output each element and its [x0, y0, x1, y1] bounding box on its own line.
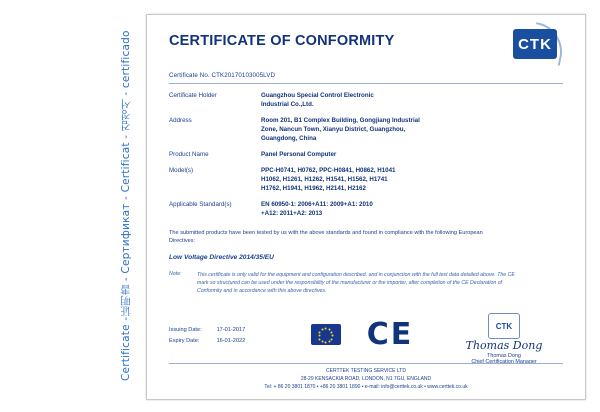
note-label: Note:	[169, 270, 182, 277]
signatory-role: Chief Certification Manager	[471, 359, 537, 365]
issuing-date-value: 17-01-2017	[216, 327, 246, 333]
field-value: EN 60950-1: 2006+A11: 2009+A1: 2010 +A12: 2011+A2: 2013	[261, 200, 373, 217]
ctk-logo-icon	[511, 27, 563, 67]
field-value: PPC-H0741, H0762, PPC-H0841, H0862, H1041 H1062, H1261, H1262, H1541, H1562, H1741 H1762, H1941, H1962, H2141, H2162	[261, 166, 396, 192]
footer-address: 28-29 KENSACKIA ROAD, LONDON, N1 7GU, ENGLAND	[300, 376, 432, 382]
field-value: Panel Personal Computer	[261, 150, 337, 158]
eu-flag-icon	[311, 324, 341, 345]
field-label: Address	[169, 116, 192, 124]
note-body: This certificate is only valid for the equipment and configuration described, and in conjunction with the full test data detailed above. The CE mark so structured can be used under the responsibility of the manufacturer or the importer, after completion of the CE Declaration of Conformity and in accordance with this above directives.	[197, 271, 515, 294]
conformity-statement: The submitted products have been tested by us with the above standards and found in compliance with the following European Directives:	[169, 229, 483, 245]
footer-contact: Tel: + 86 20 3801 1870 • +86 20 3801 1890 • e-mail: info@certtek.co.uk • www.certtek.co.uk	[264, 384, 468, 390]
issuing-date-row	[169, 325, 279, 336]
header-divider	[169, 83, 563, 84]
field-address	[169, 117, 563, 144]
logo-badge-text: CTK	[513, 29, 557, 59]
ce-mark-block	[279, 311, 445, 352]
expiry-date-label: Expiry Date:	[169, 337, 200, 344]
signature-block	[445, 311, 563, 365]
ce-mark-text: CE	[366, 317, 414, 352]
footer-company: CERTTEK TESTING SERVICE LTD	[326, 368, 406, 374]
multilingual-side-strip: Certificate -证明書 - Сертификат - Certificat - 검정서 - certificado	[120, 30, 132, 382]
certificate-header	[169, 27, 563, 67]
field-certificate-holder	[169, 92, 563, 110]
eu-stars-icon	[318, 327, 333, 342]
field-applicable-standards	[169, 201, 563, 219]
issuing-date-label: Issuing Date:	[169, 327, 202, 333]
directive-text: Low Voltage Directive 2014/35/EU	[169, 253, 274, 261]
certificate-footer	[169, 363, 563, 391]
field-value: Guangzhou Special Control Electronic Industrial Co.,Ltd.	[261, 92, 374, 108]
field-product-name	[169, 151, 563, 160]
ctk-stamp-icon: CTK	[488, 313, 520, 339]
legal-note	[169, 271, 563, 295]
certificate-number: Certificate No. CTK20170103005LVD	[169, 72, 276, 79]
field-models	[169, 167, 563, 194]
field-label: Applicable Standard(s)	[169, 200, 232, 208]
expiry-date-value: 16-01-2022	[216, 337, 246, 344]
certificate-sheet	[146, 14, 586, 400]
dates-block	[169, 311, 279, 346]
field-label: Product Name	[169, 150, 209, 158]
signatory-name: Thomas Dong	[487, 353, 521, 359]
expiry-date-row	[169, 336, 279, 347]
page-title: CERTIFICATE OF CONFORMITY	[169, 33, 395, 49]
field-label: Model(s)	[169, 166, 194, 174]
field-value: Room 201, B1 Complex Building, Gongjiang Industrial Zone, Nancun Town, Xianyu District, Guangzhou, Guangdong, China	[261, 116, 420, 142]
field-label: Certificate Holder	[169, 92, 217, 99]
signature-script: Thomas Dong	[465, 339, 543, 352]
